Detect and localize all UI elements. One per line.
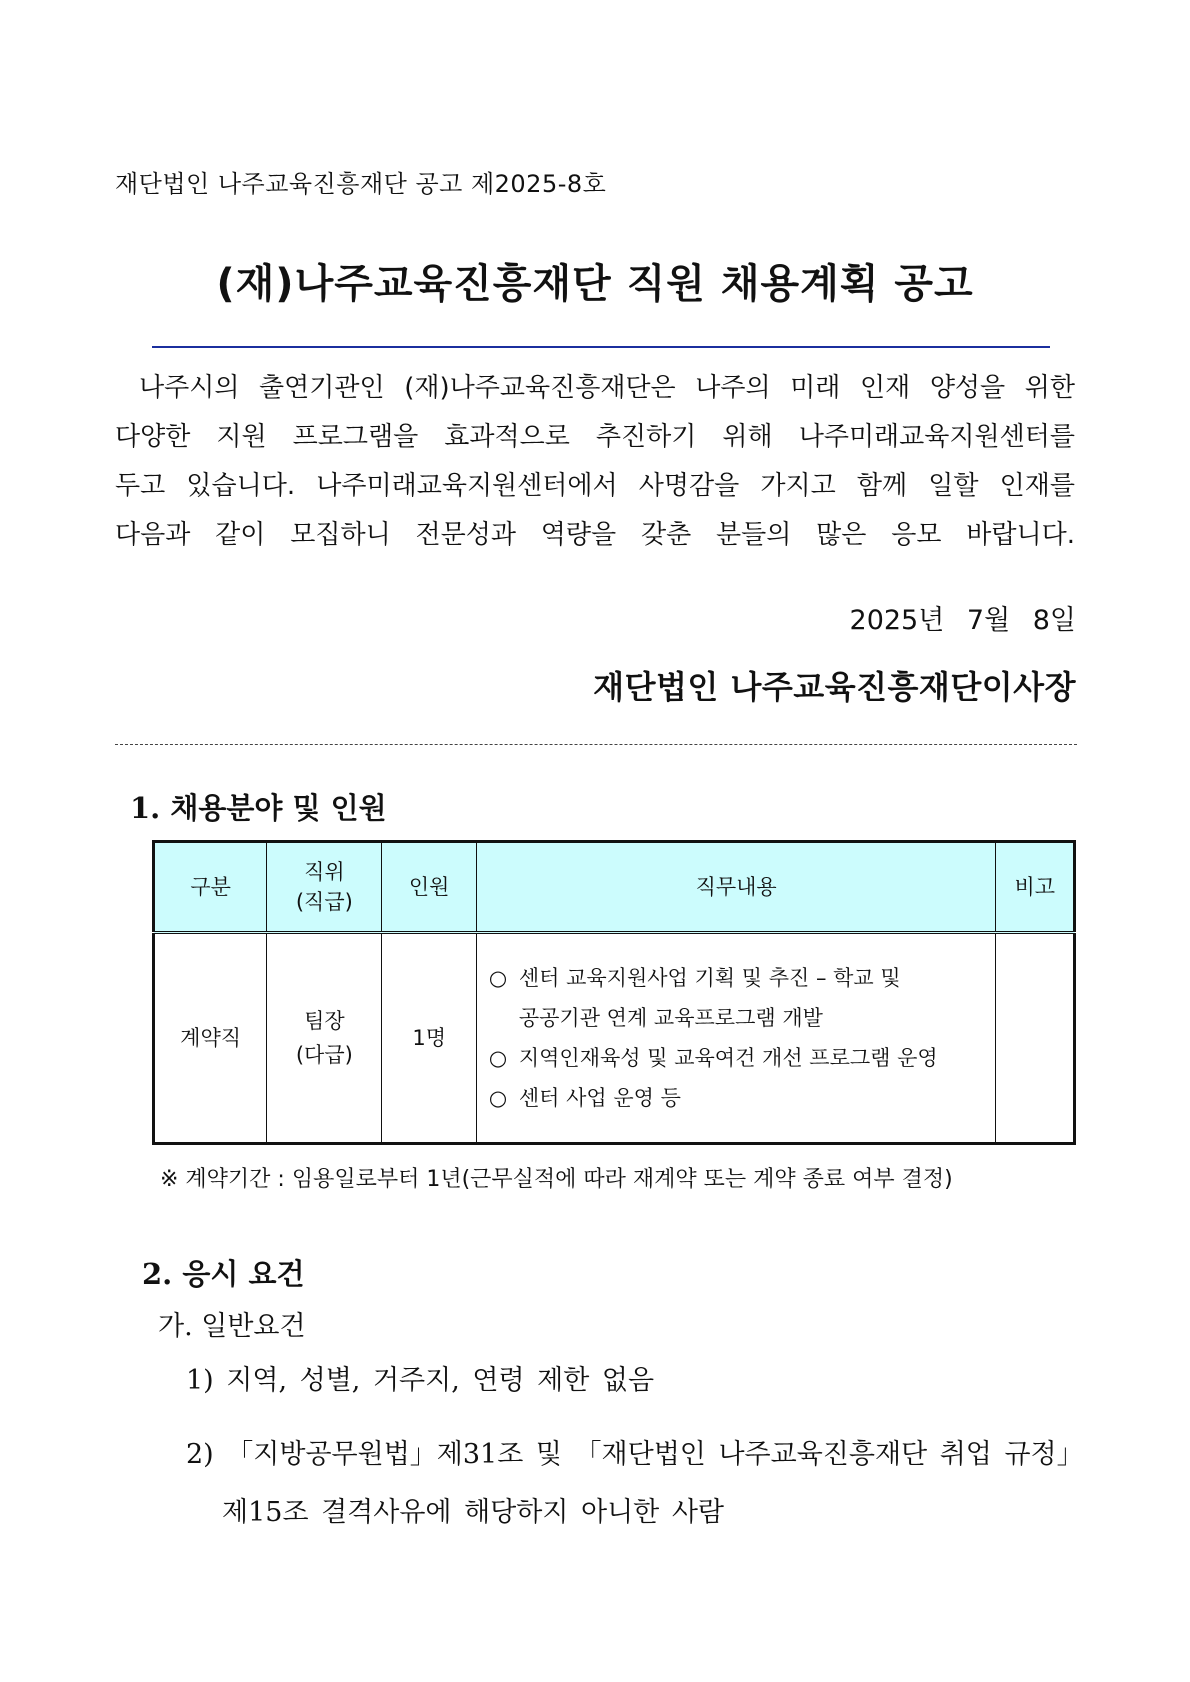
document-number: 재단법인 나주교육진흥재단 공고 제2025-8호 (115, 170, 607, 198)
section-heading-recruitment: 1. 채용분야 및 인원 (130, 791, 387, 825)
intro-line: 다음과 같이 모집하니 전문성과 역량을 갖춘 분들의 많은 응모 바랍니다. (115, 520, 1075, 550)
duty-text: 센터 사업 운영 등 (518, 1086, 681, 1110)
cell-category: 계약직 (154, 933, 267, 1144)
requirement-line: 제15조 결격사유에 해당하지 아니한 사람 (222, 1497, 724, 1528)
header-category: 구분 (154, 842, 267, 933)
table-row (154, 933, 1075, 1144)
page-title: (재)나주교육진흥재단 직원 채용계획 공고 (216, 261, 974, 307)
duty-item (489, 958, 984, 998)
requirement-item (186, 1426, 1084, 1542)
intro-line: 두고 있습니다. 나주미래교육지원센터에서 사명감을 가지고 함께 일할 인재를 (115, 471, 1075, 501)
circle-bullet-icon: ○ (488, 966, 508, 990)
header-grade-label: (직급) (295, 890, 353, 914)
intro-paragraph (115, 364, 1075, 560)
announcement-date: 2025년 7월 8일 (849, 605, 1076, 636)
dashed-divider (115, 744, 1077, 745)
header-remarks: 비고 (996, 842, 1075, 933)
duty-item (489, 1078, 984, 1118)
subsection-general-requirements: 가. 일반요건 (158, 1311, 306, 1342)
cell-position (267, 933, 382, 1144)
table-header-row (154, 842, 1075, 933)
header-position (267, 842, 382, 933)
header-count: 인원 (382, 842, 476, 933)
requirement-item: 1) 지역, 성별, 거주지, 연령 제한 없음 (186, 1365, 655, 1396)
circle-bullet-icon: ○ (488, 1086, 508, 1110)
title-underline (152, 346, 1050, 348)
section-heading-requirements: 2. 응시 요건 (142, 1257, 305, 1291)
intro-line: 다양한 지원 프로그램을 효과적으로 추진하기 위해 나주미래교육지원센터를 (115, 422, 1075, 452)
requirement-line: 2) 「지방공무원법」제31조 및 「재단법인 나주교육진흥재단 취업 규정」 (186, 1439, 1084, 1470)
issuer-name: 재단법인 나주교육진흥재단이사장 (593, 668, 1076, 706)
cell-remarks (996, 933, 1075, 1144)
header-duties: 직무내용 (476, 842, 996, 933)
position-title: 팀장 (304, 1009, 345, 1033)
duty-continuation: 공공기관 연계 교육프로그램 개발 (518, 1006, 823, 1030)
duty-text: 지역인재육성 및 교육여건 개선 프로그램 운영 (518, 1046, 938, 1070)
duty-item (489, 1038, 984, 1078)
header-position-label: 직위 (304, 860, 345, 884)
position-grade: (다급) (295, 1043, 353, 1067)
duty-text: 센터 교육지원사업 기획 및 추진 – 학교 및 (518, 966, 901, 990)
intro-line: 나주시의 출연기관인 (재)나주교육진흥재단은 나주의 미래 인재 양성을 위한 (139, 373, 1075, 403)
cell-duties (476, 933, 996, 1144)
cell-count: 1명 (382, 933, 476, 1144)
recruitment-table (152, 840, 1076, 1145)
contract-period-note: ※ 계약기간 : 임용일로부터 1년(근무실적에 따라 재계약 또는 계약 종료 여부 결정) (160, 1167, 953, 1192)
circle-bullet-icon: ○ (488, 1046, 508, 1070)
